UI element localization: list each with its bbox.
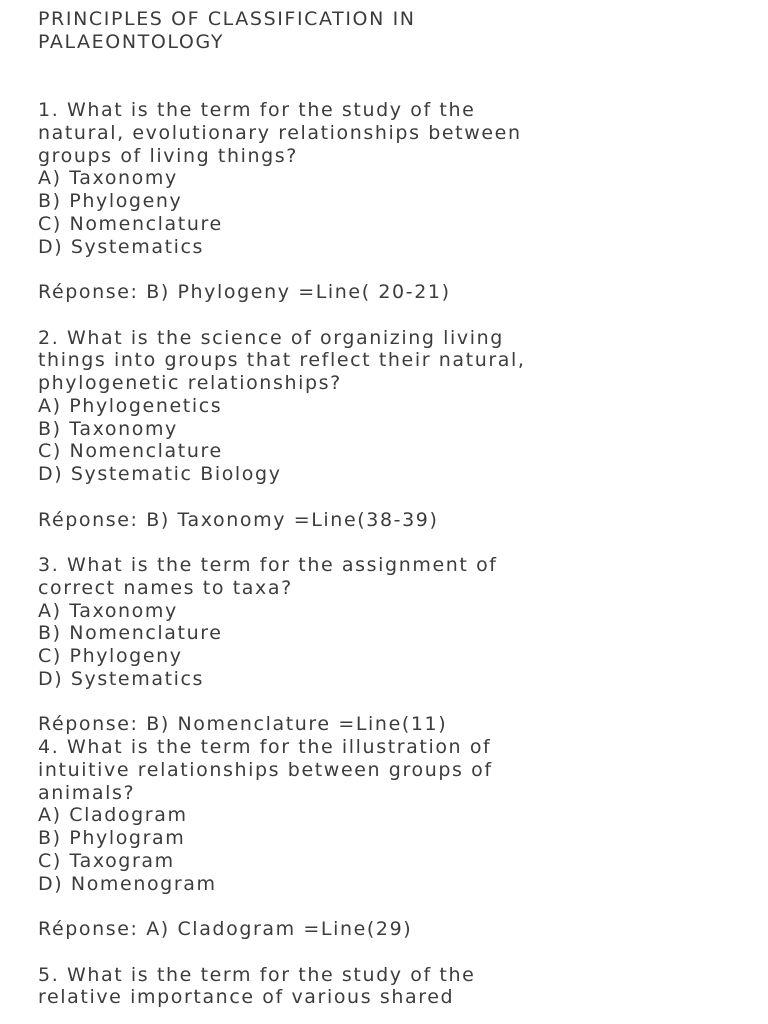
- option-a: A) Taxonomy: [38, 599, 178, 622]
- question-text: 4. What is the term for the illustration of: [38, 736, 492, 758]
- spacer: [38, 531, 738, 554]
- option-c: C) Phylogeny: [38, 645, 183, 667]
- question-text: 3. What is the term for the assignment of: [38, 554, 498, 576]
- option-d: D) Systematics: [38, 235, 205, 258]
- title-line: PALAEONTOLOGY: [38, 30, 225, 53]
- document-body: [38, 8, 738, 1009]
- question-text: things into groups that reflect their natural,: [38, 349, 526, 372]
- document-title: [38, 8, 738, 54]
- option-a: A) Phylogenetics: [38, 394, 223, 417]
- spacer: [38, 304, 738, 327]
- answer-line: Réponse: B) Nomenclature =Line(11): [38, 713, 448, 736]
- option-c: C) Taxogram: [38, 849, 175, 872]
- answer-line: Réponse: B) Taxonomy =Line(38-39): [38, 508, 439, 531]
- spacer: [38, 54, 738, 100]
- option-a: A) Taxonomy: [38, 167, 178, 190]
- spacer: [38, 691, 738, 714]
- spacer: [38, 486, 738, 509]
- option-c: C) Nomenclature: [38, 212, 223, 235]
- title-line: PRINCIPLES OF CLASSIFICATION IN: [38, 8, 416, 30]
- question-block: [38, 554, 738, 736]
- question-text: natural, evolutionary relationships between: [38, 121, 522, 144]
- question-text: animals?: [38, 781, 136, 804]
- question-block: [38, 99, 738, 327]
- option-b: B) Phylogram: [38, 827, 186, 849]
- question-text: correct names to taxa?: [38, 576, 293, 599]
- question-text: relative importance of various shared: [38, 986, 455, 1009]
- question-text: 2. What is the science of organizing living: [38, 326, 504, 349]
- question-block: [38, 736, 738, 964]
- spacer: [38, 258, 738, 281]
- question-text: groups of living things?: [38, 144, 298, 167]
- spacer: [38, 941, 738, 964]
- answer-line: Réponse: B) Phylogeny =Line( 20-21): [38, 281, 451, 303]
- option-b: B) Phylogeny: [38, 190, 183, 212]
- option-b: B) Taxonomy: [38, 417, 178, 440]
- question-text: 5. What is the term for the study of the: [38, 963, 476, 986]
- option-a: A) Cladogram: [38, 804, 188, 827]
- option-c: C) Nomenclature: [38, 440, 223, 463]
- option-d: D) Systematics: [38, 667, 205, 690]
- option-d: D) Systematic Biology: [38, 463, 282, 485]
- question-block: [38, 964, 738, 1010]
- question-text: phylogenetic relationships?: [38, 372, 342, 394]
- question-block: [38, 327, 738, 555]
- answer-line: Réponse: A) Cladogram =Line(29): [38, 918, 413, 940]
- question-text: 1. What is the term for the study of the: [38, 99, 476, 121]
- option-d: D) Nomenogram: [38, 872, 217, 895]
- option-b: B) Nomenclature: [38, 622, 223, 645]
- question-text: intuitive relationships between groups of: [38, 758, 493, 781]
- spacer: [38, 895, 738, 918]
